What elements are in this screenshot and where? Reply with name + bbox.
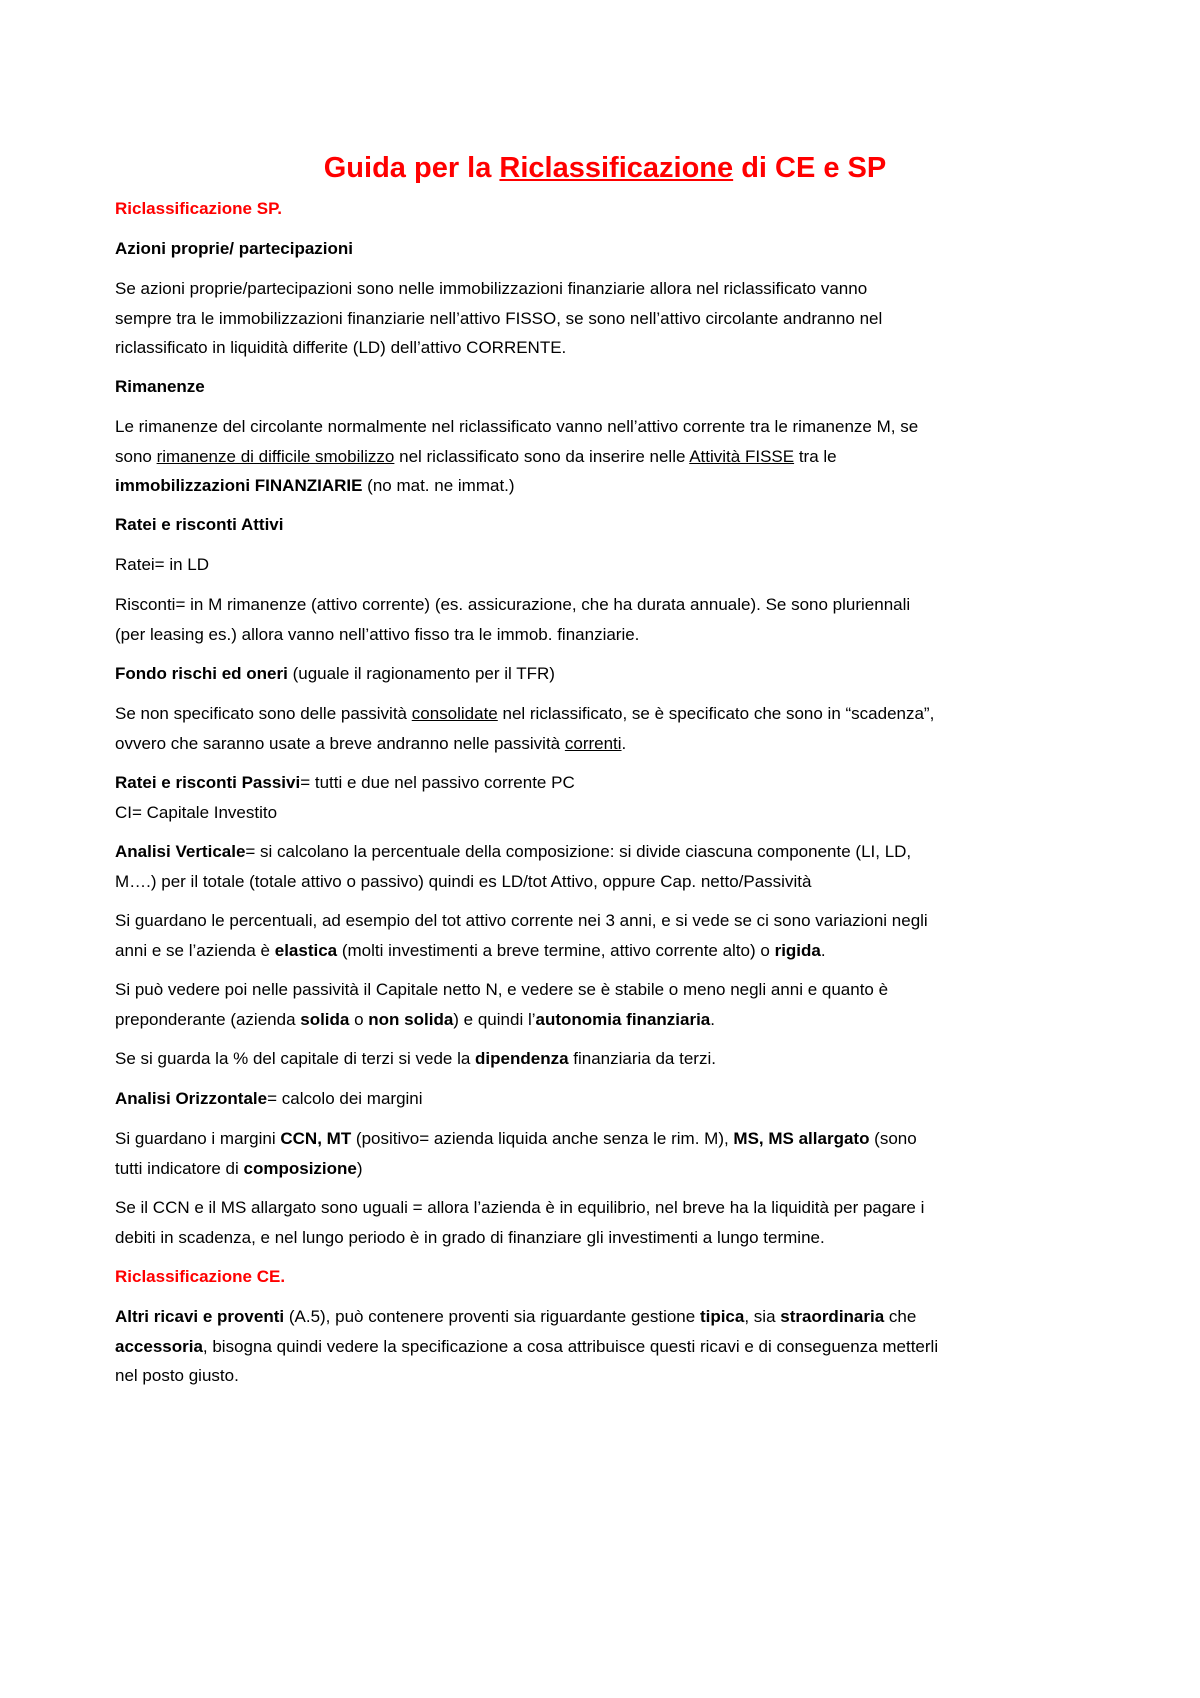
text-line: Le rimanenze del circolante normalmente nel riclassificato vanno nell’attivo corrente tra le rimanenze M, se bbox=[115, 417, 919, 436]
paragraph-percentuali bbox=[115, 906, 1095, 965]
text-line: debiti in scadenza, e nel lungo periodo è in grado di finanziare gli investimenti a lungo termine. bbox=[115, 1227, 825, 1247]
text-line: Se azioni proprie/partecipazioni sono nelle immobilizzazioni finanziarie allora nel riclassificato vanno bbox=[115, 279, 868, 298]
bold-text: Fondo rischi ed oneri bbox=[115, 664, 288, 683]
bold-text: elastica bbox=[274, 940, 338, 960]
text-line: riclassificato in liquidità differite (LD) dell’attivo CORRENTE. bbox=[115, 338, 567, 357]
paragraph-fondo-rischi bbox=[115, 659, 1095, 689]
title-underlined-part: Riclassificazione bbox=[499, 152, 734, 184]
subheading-ratei-attivi bbox=[115, 510, 1095, 540]
bold-text: accessoria bbox=[115, 1336, 203, 1356]
text-span: nel riclassificato, se è specificato che sono in “scadenza”, bbox=[497, 704, 935, 723]
bold-text: MS, MS allargato bbox=[733, 1129, 870, 1148]
bold-text: Ratei e risconti Attivi bbox=[115, 515, 284, 534]
text-line: Risconti= in M rimanenze (attivo corrente) (es. assicurazione, che ha durata annuale). Se sono pluriennali bbox=[115, 595, 911, 614]
bold-text: Altri ricavi e proventi bbox=[115, 1307, 285, 1326]
text-span: , sia bbox=[744, 1307, 781, 1326]
text-span: = tutti e due nel passivo corrente PC bbox=[300, 773, 575, 792]
bold-text: non solida bbox=[368, 1009, 454, 1029]
text-line bbox=[115, 699, 1095, 729]
text-line bbox=[115, 1302, 1095, 1332]
text-span: . bbox=[621, 733, 627, 753]
text-span: o bbox=[349, 1009, 369, 1029]
underlined-text: rimanenze di difficile smobilizzo bbox=[156, 446, 395, 466]
text-span: anni e se l’azienda è bbox=[115, 940, 275, 960]
text-line: Si può vedere poi nelle passività il Capitale netto N, e vedere se è stabile o meno negli anni e quanto è bbox=[115, 980, 889, 999]
paragraph-altri-ricavi bbox=[115, 1302, 1095, 1391]
section-heading-ce: Riclassificazione CE. bbox=[115, 1267, 286, 1286]
paragraph-rimanenze bbox=[115, 412, 1095, 501]
paragraph-analisi-orizzontale bbox=[115, 1084, 1095, 1114]
text-span: ) bbox=[356, 1158, 363, 1178]
text-line bbox=[115, 471, 1095, 501]
text-line: nel posto giusto. bbox=[115, 1366, 239, 1385]
text-line: Si guardano le percentuali, ad esempio del tot attivo corrente nei 3 anni, e si vede se ci sono variazioni negli bbox=[115, 911, 928, 930]
text-line bbox=[115, 1124, 1095, 1154]
bold-text: Analisi Verticale bbox=[115, 842, 246, 861]
document-title bbox=[115, 148, 1095, 188]
bold-text: solida bbox=[300, 1009, 350, 1029]
section-heading-sp: Riclassificazione SP. bbox=[115, 199, 282, 218]
bold-text: straordinaria bbox=[780, 1307, 885, 1326]
text-span: (positivo= azienda liquida anche senza le rim. M), bbox=[351, 1129, 734, 1148]
bold-text: rigida bbox=[774, 940, 821, 960]
text-span: (molti investimenti a breve termine, attivo corrente alto) o bbox=[337, 940, 775, 960]
bold-text: Rimanenze bbox=[115, 377, 205, 396]
text-span: , bisogna quindi vedere la specificazione a cosa attribuisce questi ricavi e di conseguenza metterli bbox=[202, 1336, 939, 1356]
text-span: . bbox=[710, 1009, 715, 1029]
text-line: CI= Capitale Investito bbox=[115, 802, 278, 822]
text-span: (uguale il ragionamento per il TFR) bbox=[287, 664, 555, 683]
paragraph-passivita bbox=[115, 699, 1095, 758]
paragraph-dipendenza bbox=[115, 1044, 1095, 1074]
bold-text: CCN, MT bbox=[280, 1129, 352, 1148]
underlined-text: correnti bbox=[564, 733, 622, 753]
text-span: Se non specificato sono delle passività bbox=[115, 704, 412, 723]
paragraph-ratei: Ratei= in LD bbox=[115, 555, 210, 574]
text-line: (per leasing es.) allora vanno nell’attivo fisso tra le immob. finanziarie. bbox=[115, 624, 640, 644]
bold-text: composizione bbox=[243, 1158, 357, 1178]
subheading-rimanenze bbox=[115, 372, 1095, 402]
text-span: (sono bbox=[869, 1129, 917, 1148]
paragraph-analisi-verticale bbox=[115, 837, 1095, 896]
text-line: Se il CCN e il MS allargato sono uguali = allora l’azienda è in equilibrio, nel breve ha la liquidità per pagare i bbox=[115, 1198, 925, 1217]
text-span: = si calcolano la percentuale della composizione: si divide ciascuna componente (LI, LD, bbox=[245, 842, 912, 861]
text-span: Si guardano i margini bbox=[115, 1129, 281, 1148]
text-span: preponderante (azienda bbox=[115, 1009, 301, 1029]
bold-text: Ratei e risconti Passivi bbox=[115, 773, 301, 792]
bold-text: tipica bbox=[699, 1307, 745, 1326]
bold-text: Azioni proprie/ partecipazioni bbox=[115, 239, 354, 258]
text-line bbox=[115, 768, 1095, 798]
text-span: nel riclassificato sono da inserire nelle bbox=[394, 446, 690, 466]
text-line bbox=[115, 936, 1095, 966]
bold-text: immobilizzazioni FINANZIARIE bbox=[115, 476, 363, 495]
text-span: tutti indicatore di bbox=[115, 1158, 244, 1178]
subheading-azioni bbox=[115, 234, 1095, 264]
text-line: M….) per il totale (totale attivo o passivo) quindi es LD/tot Attivo, oppure Cap. netto/Passività bbox=[115, 871, 812, 891]
text-span: Se si guarda la % del capitale di terzi si vede la bbox=[115, 1049, 476, 1068]
text-line bbox=[115, 1332, 1095, 1362]
text-span: ) e quindi l’ bbox=[453, 1009, 536, 1029]
paragraph-risconti bbox=[115, 590, 1095, 649]
text-span: (A.5), può contenere proventi sia riguardante gestione bbox=[284, 1307, 700, 1326]
text-line: sempre tra le immobilizzazioni finanziarie nell’attivo FISSO, se sono nell’attivo circolante andranno nel bbox=[115, 308, 883, 328]
text-span: ovvero che saranno usate a breve andranno nelle passività bbox=[115, 733, 565, 753]
text-span: che bbox=[884, 1307, 917, 1326]
text-line bbox=[115, 1154, 1095, 1184]
text-line bbox=[115, 1005, 1095, 1035]
paragraph-ratei-passivi bbox=[115, 768, 1095, 827]
text-span: tra le bbox=[794, 446, 837, 466]
paragraph-capitale-netto bbox=[115, 975, 1095, 1034]
text-span: sono bbox=[115, 446, 157, 466]
paragraph-margini bbox=[115, 1124, 1095, 1183]
underlined-text: consolidate bbox=[411, 704, 498, 723]
title-part: Guida per la bbox=[323, 152, 500, 184]
bold-text: Analisi Orizzontale bbox=[115, 1089, 268, 1108]
text-span: . bbox=[820, 940, 826, 960]
bold-text: autonomia finanziaria bbox=[535, 1009, 711, 1029]
bold-text: dipendenza bbox=[475, 1049, 569, 1068]
text-line bbox=[115, 837, 1095, 867]
title-part: di CE e SP bbox=[733, 152, 887, 184]
text-span: (no mat. ne immat.) bbox=[362, 476, 515, 495]
text-span: = calcolo dei margini bbox=[267, 1089, 423, 1108]
text-line bbox=[115, 729, 1095, 759]
underlined-text: Attività FISSE bbox=[689, 446, 795, 466]
text-line bbox=[115, 442, 1095, 472]
text-span: finanziaria da terzi. bbox=[568, 1049, 716, 1068]
paragraph-azioni bbox=[115, 274, 1095, 363]
paragraph-equilibrio bbox=[115, 1193, 1095, 1252]
